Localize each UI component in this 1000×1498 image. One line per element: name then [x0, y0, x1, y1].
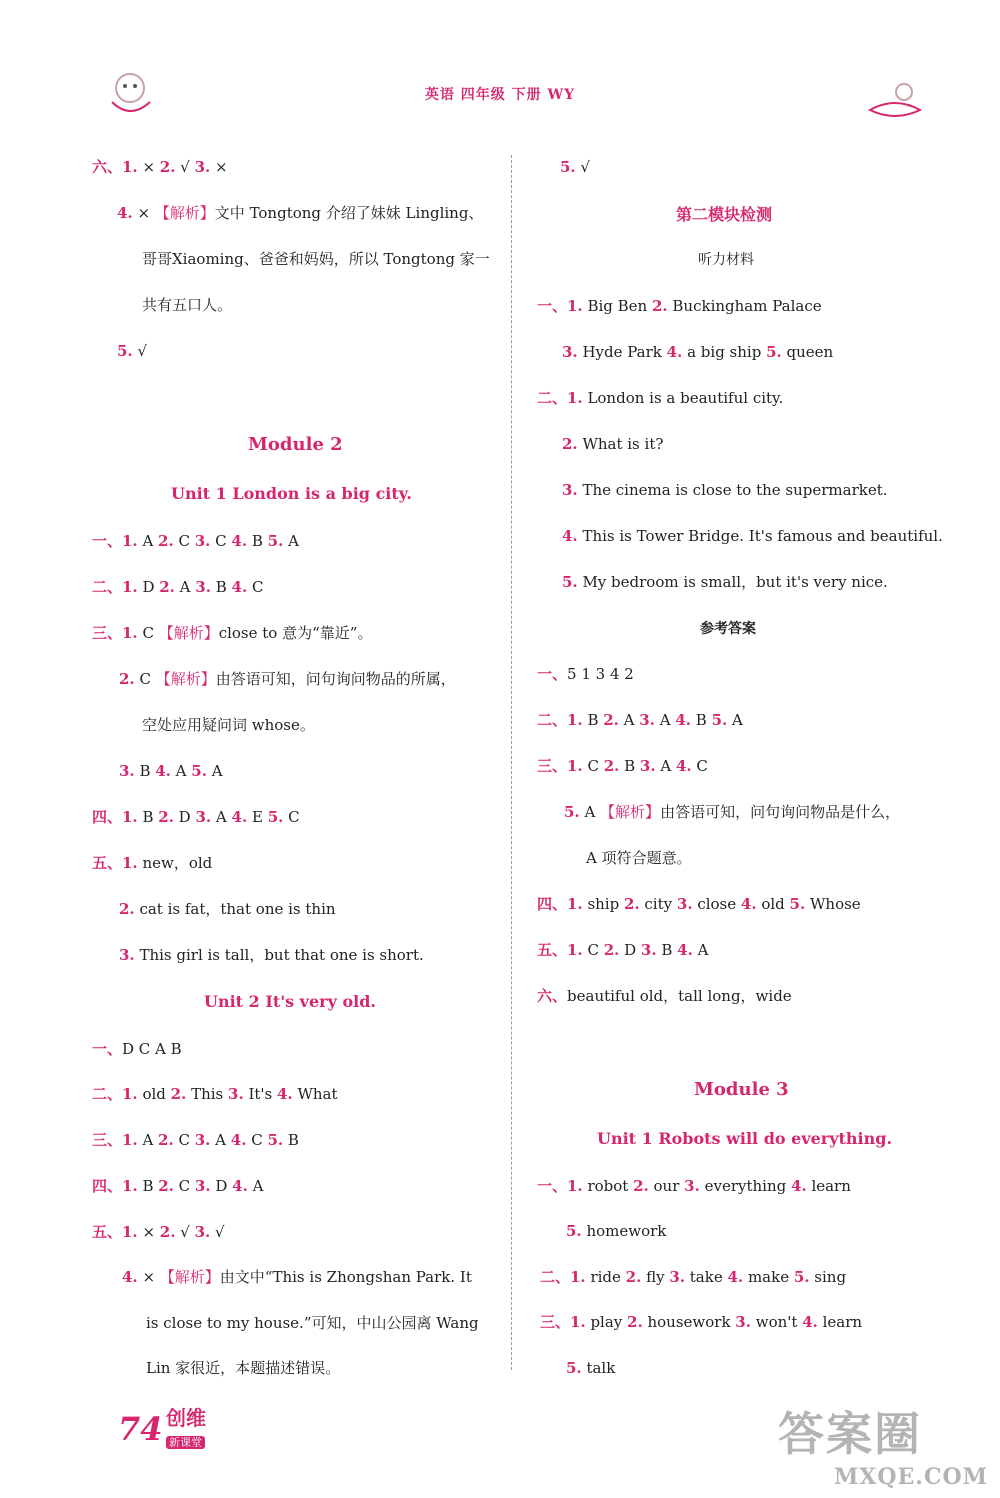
explanation-text: Lin 家很近，本题描述错误。: [146, 1359, 341, 1377]
answer-line: 五、1. C 2. D 3. B 4. A: [537, 941, 709, 959]
answer-line: 四、1. B 2. D 3. A 4. E 5. C: [92, 808, 300, 826]
unit-heading: Unit 1 Robots will do everything.: [597, 1129, 893, 1148]
unit-heading: Unit 1 London is a big city.: [171, 484, 412, 503]
brand-logo: 创维 新课堂: [166, 1406, 206, 1449]
answer-line: 4. × 【解析】由文中“This is Zhongshan Park. It: [122, 1268, 472, 1286]
answer-line: 二、1. ride 2. fly 3. take 4. make 5. sing: [540, 1268, 847, 1286]
answer-line: 2. cat is fat，that one is thin: [119, 900, 336, 918]
answer-line: 4. × 【解析】文中 Tongtong 介绍了妹妹 Lingling、: [117, 204, 484, 222]
answer-line: 三、1. play 2. housework 3. won't 4. learn: [540, 1313, 863, 1331]
answer-line: 二、1. London is a beautiful city.: [537, 389, 784, 407]
answer-line: 5. My bedroom is small，but it's very nice.: [562, 573, 888, 591]
answer-line: 4. This is Tower Bridge. It's famous and beautiful.: [562, 527, 943, 545]
section-heading: 第二模块检测: [676, 205, 773, 224]
answer-line: 2. What is it?: [562, 435, 664, 453]
answer-line: 2. C 【解析】由答语可知，问句询问物品的所属，: [119, 670, 456, 688]
answer-line: 一、1. robot 2. our 3. everything 4. learn: [537, 1177, 851, 1195]
answer-line: 5. √: [117, 342, 147, 360]
answer-line: 5. talk: [566, 1359, 616, 1377]
answer-line: 一、D C A B: [92, 1040, 182, 1058]
answer-line: 3. Hyde Park 4. a big ship 5. queen: [562, 343, 834, 361]
module-heading: Module 3: [694, 1079, 789, 1100]
answer-line: 五、1. new，old: [92, 854, 213, 872]
subsection-heading: 参考答案: [700, 621, 756, 637]
answer-line: 5. A 【解析】由答语可知，问句询问物品是什么，: [564, 803, 901, 821]
answer-line: 五、1. × 2. √ 3. √: [92, 1223, 225, 1241]
answer-line: 3. B 4. A 5. A: [119, 762, 223, 780]
answer-line: 四、1. B 2. C 3. D 4. A: [92, 1177, 264, 1195]
answer-line: 六、beautiful old，tall long，wide: [537, 987, 792, 1005]
subsection-heading: 听力材料: [698, 252, 754, 268]
explanation-text: 空处应用疑问词 whose。: [142, 716, 315, 734]
answer-line: 四、1. ship 2. city 3. close 4. old 5. Whose: [537, 895, 861, 913]
answer-line: 一、1. A 2. C 3. C 4. B 5. A: [92, 532, 299, 550]
column-divider: [511, 155, 512, 1370]
answer-line: 3. The cinema is close to the supermarket.: [562, 481, 888, 499]
answer-line: 三、1. A 2. C 3. A 4. C 5. B: [92, 1131, 299, 1149]
explanation-text: A 项符合题意。: [586, 849, 692, 867]
answer-line: 3. This girl is tall，but that one is short.: [119, 946, 424, 964]
answer-line: 三、1. C 2. B 3. A 4. C: [537, 757, 708, 775]
module-heading: Module 2: [248, 434, 343, 455]
answer-line: 三、1. C 【解析】close to 意为“靠近”。: [92, 624, 373, 642]
answer-line: 二、1. old 2. This 3. It's 4. What: [92, 1085, 338, 1103]
page-header: 英语 四年级 下册 WY: [424, 87, 576, 103]
answer-line: 二、1. D 2. A 3. B 4. C: [92, 578, 264, 596]
answer-line: 二、1. B 2. A 3. A 4. B 5. A: [537, 711, 743, 729]
explanation-text: is close to my house.”可知，中山公园离 Wang: [146, 1314, 479, 1332]
watermark-logo: 答案圈 MXQE.COM: [778, 1407, 988, 1490]
unit-heading: Unit 2 It's very old.: [204, 992, 376, 1011]
answer-line: 5. homework: [566, 1222, 667, 1240]
answer-line: 一、1. Big Ben 2. Buckingham Palace: [537, 297, 822, 315]
answer-line: 5. √: [560, 158, 590, 176]
explanation-text: 哥哥Xiaoming、爸爸和妈妈，所以 Tongtong 家一: [142, 250, 490, 268]
answer-line: 一、5 1 3 4 2: [537, 665, 634, 683]
answer-line: 六、1. × 2. √ 3. ×: [92, 158, 228, 176]
page-number: 74: [118, 1410, 163, 1448]
explanation-text: 共有五口人。: [142, 296, 233, 314]
